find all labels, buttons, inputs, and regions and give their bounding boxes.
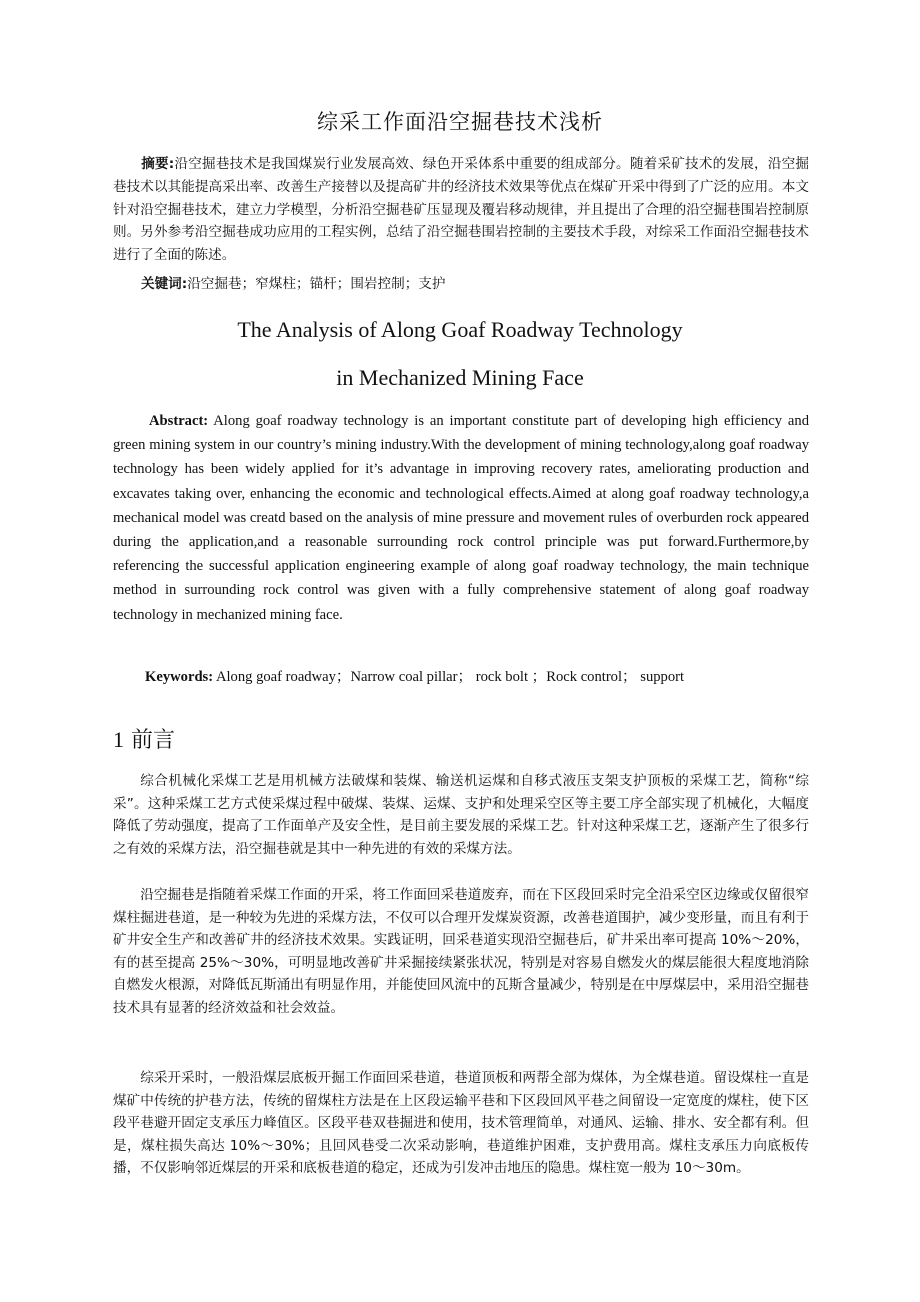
chinese-keywords-label: 关键词: xyxy=(141,276,188,292)
english-abstract-text: Along goaf roadway technology is an important constitute part of developing high efficiency and green mining system in our country’s mining industry.With the development of mining technology,along goaf roadway technology has been widely applied for it’s advantage in improving recovery rates, ameliorating production and excavates taking over, enhancing the economic and technological effects.Aimed at along goaf roadway technology,a mechanical model was creatd based on the analysis of mine pressure and movement rules of overburden rock appeared during the application,and a reasonable surrounding rock control principle was put forward.Furthermore,by referencing the successful application engineering example of along goaf roadway technology, the main technique method in surrounding rock control was given with a fully comprehensive statement of along goaf roadway technology in mechanized mining face. xyxy=(113,413,809,623)
chinese-abstract-label: 摘要: xyxy=(141,156,175,172)
chinese-keywords xyxy=(113,273,809,296)
english-abstract-label: Abstract: xyxy=(149,413,209,429)
section-number: 1 xyxy=(113,727,124,752)
chinese-abstract-text: 沿空掘巷技术是我国煤炭行业发展高效、绿色开采体系中重要的组成部分。随着采矿技术的发展，沿空掘巷技术以其能提高采出率、改善生产接替以及提高矿井的经济技术效果等优点在煤矿开采中得到了广泛的应用。本文针对沿空掘巷技术，建立力学模型，分析沿空掘巷矿压显现及覆岩移动规律，并且提出了合理的沿空掘巷围岩控制原则。另外参考沿空掘巷成功应用的工程实例，总结了沿空掘巷围岩控制的主要技术手段，对综采工作面沿空掘巷技术进行了全面的陈述。 xyxy=(113,156,810,264)
english-title-line2: in Mechanized Mining Face xyxy=(336,365,584,390)
english-keywords xyxy=(145,666,825,688)
english-abstract xyxy=(113,409,809,627)
chinese-title: 综采工作面沿空掘巷技术浅析 xyxy=(317,110,603,134)
chinese-abstract xyxy=(113,153,809,267)
body-paragraph-2: 沿空掘巷是指随着采煤工作面的开采，将工作面回采巷道废弃，而在下区段回采时完全沿采空区边缘或仅留很窄煤柱掘进巷道，是一种较为先进的采煤方法，不仅可以合理开发煤炭资源，改善巷道围护，减少变形量，而且有利于矿井安全生产和改善矿井的经济技术效果。实践证明，回采巷道实现沿空掘巷后，矿井采出率可提高 10%～20%，有的甚至提高 25%～30%，可明显地改善矿井采掘接续紧张状况，特别是对容易自燃发火的煤层能很大程度地消除自燃发火根源，对降低瓦斯涌出有明显作用，并能使回风流中的瓦斯含量减少，特别是在中厚煤层中，采用沿空掘巷技术具有显著的经济效益和社会效益。 xyxy=(113,887,809,1016)
chinese-keywords-text: 沿空掘巷；窄煤柱；锚杆；围岩控制；支护 xyxy=(187,276,446,292)
english-title-line1: The Analysis of Along Goaf Roadway Technology xyxy=(237,317,683,342)
section-title: 前言 xyxy=(131,728,176,753)
body-paragraph-3: 综采开采时，一般沿煤层底板开掘工作面回采巷道，巷道顶板和两帮全部为煤体，为全煤巷道。留设煤柱一直是煤矿中传统的护巷方法，传统的留煤柱方法是在上区段运输平巷和下区段回风平巷之间留设一定宽度的煤柱，使下区段平巷避开固定支承压力峰值区。区段平巷双巷掘进和使用，技术管理简单，对通风、运输、排水、安全都有利。但是，煤柱损失高达 10%～30%；且回风巷受二次采动影响，巷道维护困难，支护费用高。煤柱支承压力向底板传播，不仅影响邻近煤层的开采和底板巷道的稳定，还成为引发冲击地压的隐患。煤柱宽一般为 10～30m。 xyxy=(113,1070,809,1177)
english-keywords-text: Along goaf roadway；Narrow coal pillar； rock bolt ；Rock control； support xyxy=(215,669,685,685)
section-heading xyxy=(113,723,175,754)
body-paragraph-1: 综合机械化采煤工艺是用机械方法破煤和装煤、输送机运煤和自移式液压支架支护顶板的采煤工艺，简称“综采”。这种采煤工艺方式使采煤过程中破煤、装煤、运煤、支护和处理采空区等主要工序全部实现了机械化，大幅度降低了劳动强度，提高了工作面单产及安全性，是目前主要发展的采煤工艺。针对这种采煤工艺，逐渐产生了很多行之有效的采煤方法，沿空掘巷就是其中一种先进的有效的采煤方法。 xyxy=(113,773,809,857)
english-keywords-label: Keywords: xyxy=(145,669,214,685)
